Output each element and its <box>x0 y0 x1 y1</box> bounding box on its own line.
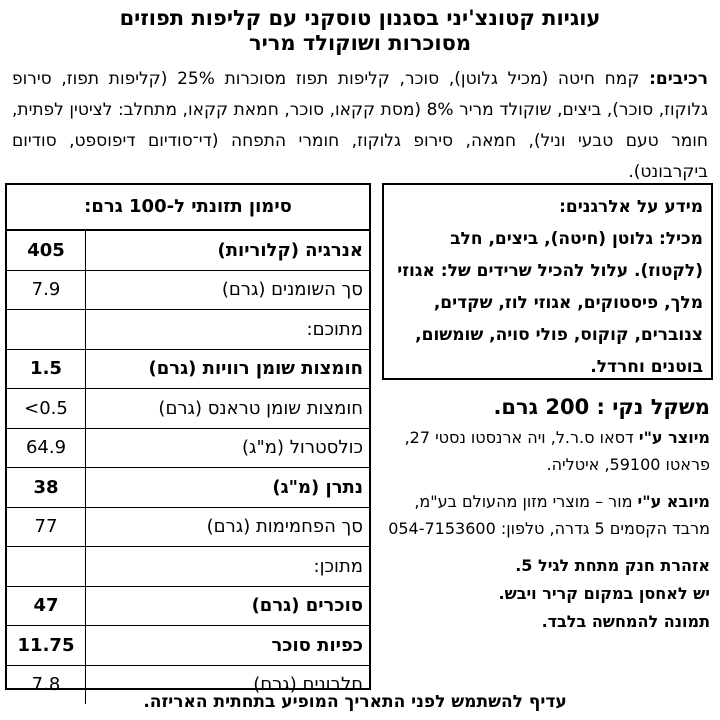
warning-line-3: תמונה להמחשה בלבד. <box>541 612 710 631</box>
nutrition-row <box>7 468 369 508</box>
nutrient-name: כולסטרול (מ"ג) <box>86 428 370 468</box>
warning-line-1: אזהרת חנק מתחת לגיל 5. <box>515 556 710 575</box>
net-weight: משקל נקי : 200 גרם. <box>493 395 710 419</box>
nutrient-value: 11.75 <box>7 626 86 666</box>
nutrition-row <box>7 310 369 350</box>
best-before-note: עדיף להשתמש לפני התאריך המופיע בתחתית האריזה. <box>143 692 567 712</box>
ingredients-text: קמח חיטה (מכיל גלוטן), סוכר, קליפות תפוז מסוכרות 25% (קליפות תפוז, סירופ גלוקוז, סוכר), ביצים, שוקולד מריר 8% (מסת קקאו, סוכר, חמאת קקאו, מתחלב: לציטין לפתית, חומר טעם טבעי וניל), חמאה, סירופ גלוקוז, חומרי התפחה (די־סודיום דיפוספט, סודיום ביקרבונט). <box>12 69 708 182</box>
nutrition-row <box>7 231 369 270</box>
nutrition-row <box>7 389 369 429</box>
nutrient-value: <0.5 <box>7 389 86 429</box>
producer-text: דסאו ס.ר.ל, ויה ארנסטו נסטי 27, פראטו 59100, איטליה. <box>404 428 710 474</box>
importer-label: מיובא ע"י <box>637 492 710 511</box>
nutrition-row <box>7 428 369 468</box>
allergen-box <box>382 183 713 380</box>
nutrient-value <box>7 547 86 587</box>
nutrition-row <box>7 547 369 587</box>
nutrient-name: סך הפחמימות (גרם) <box>86 507 370 547</box>
nutrition-heading: סימון תזונתי ל-100 גרם: <box>7 185 369 231</box>
nutrition-row <box>7 626 369 666</box>
product-info <box>382 392 710 636</box>
ingredients-paragraph <box>12 64 708 188</box>
importer-text: מור – מוצרי מזון מהעולם בע"מ, מרבד הקסמים 5 גדרה, טלפון: 054-7153600 <box>388 492 710 538</box>
nutrition-row <box>7 507 369 547</box>
nutrient-name: אנרגיה (קלוריות) <box>217 239 363 261</box>
nutrient-name: נתרן (מ"ג) <box>86 468 370 508</box>
nutrient-value: 38 <box>7 468 86 508</box>
producer-info <box>382 424 710 478</box>
nutrition-row <box>7 349 369 389</box>
producer-label: מיוצר ע"י <box>638 428 710 447</box>
nutrient-name: כפיות סוכר <box>86 626 370 666</box>
nutrient-name: חלבונים (גרם) <box>86 665 370 704</box>
nutrient-name: מתוכם: <box>86 310 370 350</box>
nutrient-name: חומצות שומן טראנס (גרם) <box>86 389 370 429</box>
nutrient-value: 47 <box>7 586 86 626</box>
nutrition-rows <box>7 231 369 704</box>
nutrition-row <box>7 270 369 310</box>
allergen-text: מכיל: גלוטן (חיטה), ביצים, חלב (לקטוז). עלול להכיל שרידים של: אגוזי מלך, פיסטוקים, אגוזי לוז, שקדים, צנוברים, קוקוס, פולי סויה, שומשום, בוטנים וחרדל. <box>397 229 703 377</box>
nutrient-name: סוכרים (גרם) <box>86 586 370 626</box>
nutrient-name: חומצות שומן רוויות (גרם) <box>86 349 370 389</box>
nutrient-value <box>7 310 86 350</box>
product-title-line-1: עוגיות קטונצ'יני בסגנון טוסקני עם קליפות תפוזים <box>119 6 601 30</box>
nutrient-name: סך השומנים (גרם) <box>86 270 370 310</box>
importer-info <box>382 488 710 542</box>
nutrition-row <box>7 586 369 626</box>
nutrient-value: 1.5 <box>7 349 86 389</box>
ingredients-label: רכיבים: <box>649 69 708 89</box>
warning-line-2: יש לאחסן במקום קריר ויבש. <box>498 584 710 603</box>
nutrient-name: מתוכן: <box>86 547 370 587</box>
nutrient-value: 405 <box>7 231 86 270</box>
product-title-line-2: מסוכרות ושוקולד מריר <box>248 31 472 55</box>
nutrient-value: 7.8 <box>7 665 86 704</box>
product-title <box>10 6 710 56</box>
allergen-title: מידע על אלרגנים: <box>559 197 703 217</box>
nutrient-value: 64.9 <box>7 428 86 468</box>
nutrition-table <box>5 183 371 696</box>
nutrient-value: 7.9 <box>7 270 86 310</box>
nutrient-value: 77 <box>7 507 86 547</box>
